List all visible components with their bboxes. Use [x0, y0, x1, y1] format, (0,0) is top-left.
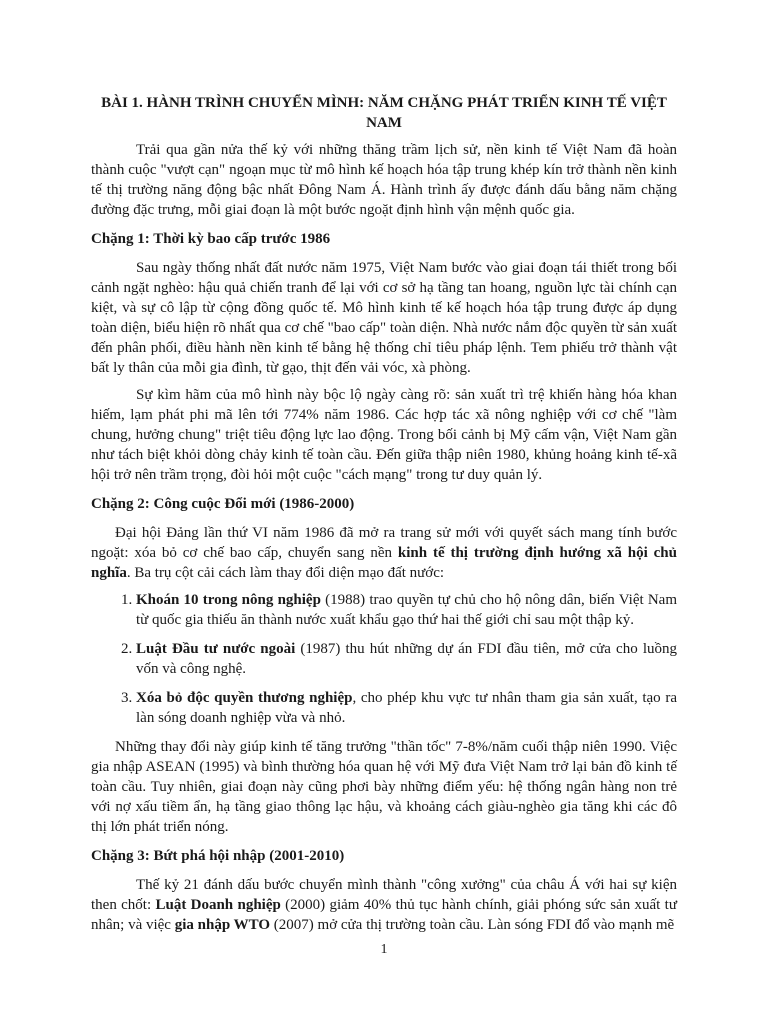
list-item-bold: Luật Đầu tư nước ngoài: [136, 641, 296, 657]
section-2-intro-tail: . Ba trụ cột cải cách làm thay đổi diện mạo đất nước:: [126, 565, 445, 581]
list-item-bold: Xóa bỏ độc quyền thương nghiệp: [136, 690, 353, 706]
page-number: 1: [380, 942, 388, 957]
list-item: [136, 590, 677, 630]
section-3-bold-2: gia nhập WTO: [174, 917, 271, 933]
list-item-text: (1987) thu hút những dự án FDI đầu tiên, mở cửa cho luồng vốn và công nghệ.: [136, 641, 677, 677]
section-2-intro-bold: kinh tế thị trường định hướng xã hội chủ nghĩa: [91, 545, 677, 581]
list-item-bold: Khoán 10 trong nông nghiệp: [136, 592, 321, 608]
list-item-text: , cho phép khu vực tư nhân tham gia sản xuất, tạo ra làn sóng doanh nghiệp vừa và nhỏ.: [136, 690, 677, 726]
section-3-paragraph: [91, 875, 677, 935]
section-3-heading: Chặng 3: Bứt phá hội nhập (2001-2010): [91, 848, 345, 864]
list-item: [136, 639, 677, 679]
list-item: [136, 688, 677, 728]
section-2-intro: [91, 523, 677, 583]
section-1-paragraph-1: Sau ngày thống nhất đất nước năm 1975, Việt Nam bước vào giai đoạn tái thiết trong bối cảnh ngặt nghèo: hậu quả chiến tranh để lại với cơ sở hạ tầng tan hoang, nguồn lực tài chính cạn kiệt, và sự cô lập từ cộng đồng quốc tế. Mô hình kinh tế kế hoạch hóa tập trung được áp dụng toàn diện, biểu hiện rõ nhất qua cơ chế "bao cấp" toàn diện. Nhà nước nắm độc quyền từ sản xuất đến phân phối, điều hành nền kinh tế bằng hệ thống chỉ tiêu pháp lệnh. Tem phiếu trở thành vật bất ly thân của mỗi gia đình, từ gạo, thịt đến vải vóc, xà phòng.: [91, 260, 677, 376]
reform-list: [91, 590, 677, 728]
section-3-text-3: (2007) mở cửa thị trường toàn cầu. Làn sóng FDI đổ vào mạnh mẽ: [270, 917, 675, 933]
section-3-text-1: Thế kỷ 21 đánh dấu bước chuyển mình thành "công xưởng" của châu Á với hai sự kiện then chốt:: [91, 877, 677, 913]
section-2-paragraph-after: Những thay đổi này giúp kinh tế tăng trưởng "thần tốc" 7-8%/năm cuối thập niên 1990. Việc gia nhập ASEAN (1995) và bình thường hóa quan hệ với Mỹ đưa Việt Nam trở lại bản đồ kinh tế toàn cầu. Tuy nhiên, giai đoạn này cũng phơi bày những điểm yếu: hệ thống ngân hàng non trẻ với nợ xấu tiềm ẩn, hạ tầng giao thông lạc hậu, và khoảng cách giàu-nghèo gia tăng khi các đô thị lớn phát triển nóng.: [91, 739, 677, 835]
section-3-text-2: (2000) giảm 40% thủ tục hành chính, giải phóng sức sản xuất tư nhân; và việc: [91, 897, 677, 933]
document-title: BÀI 1. HÀNH TRÌNH CHUYỂN MÌNH: NĂM CHẶNG PHÁT TRIỂN KINH TẾ VIỆT NAM: [101, 95, 667, 131]
section-2-intro-text: Đại hội Đảng lần thứ VI năm 1986 đã mở ra trang sử mới với quyết sách mang tính bước ngoặt: xóa bỏ cơ chế bao cấp, chuyển sang nền: [91, 525, 677, 561]
section-2-heading: Chặng 2: Công cuộc Đổi mới (1986-2000): [91, 496, 355, 512]
section-3-bold-1: Luật Doanh nghiệp: [155, 897, 281, 913]
list-item-text: (1988) trao quyền tự chủ cho hộ nông dân, biến Việt Nam từ quốc gia thiếu ăn thành nước xuất khẩu gạo thứ hai thế giới chỉ sau một thập kỷ.: [136, 592, 677, 628]
section-1-heading: Chặng 1: Thời kỳ bao cấp trước 1986: [91, 231, 331, 247]
section-1-paragraph-2: Sự kìm hãm của mô hình này bộc lộ ngày càng rõ: sản xuất trì trệ khiến hàng hóa khan hiếm, lạm phát phi mã lên tới 774% năm 1986. Các hợp tác xã nông nghiệp với cơ chế "làm chung, hưởng chung" triệt tiêu động lực lao động. Trong bối cảnh bị Mỹ cấm vận, Việt Nam gần như tách biệt khỏi dòng chảy kinh tế toàn cầu. Đến giữa thập niên 1980, khủng hoảng kinh tế-xã hội trở nên trầm trọng, đòi hỏi một cuộc "cách mạng" trong tư duy quản lý.: [91, 387, 677, 483]
intro-paragraph: Trải qua gần nửa thế kỷ với những thăng trầm lịch sử, nền kinh tế Việt Nam đã hoàn thành cuộc "vượt cạn" ngoạn mục từ mô hình kế hoạch hóa tập trung khép kín trở thành nền kinh tế thị trường năng động bậc nhất Đông Nam Á. Hành trình ấy được đánh dấu bằng năm chặng đường đặc trưng, mỗi giai đoạn là một bước ngoặt định hình vận mệnh quốc gia.: [91, 142, 677, 218]
